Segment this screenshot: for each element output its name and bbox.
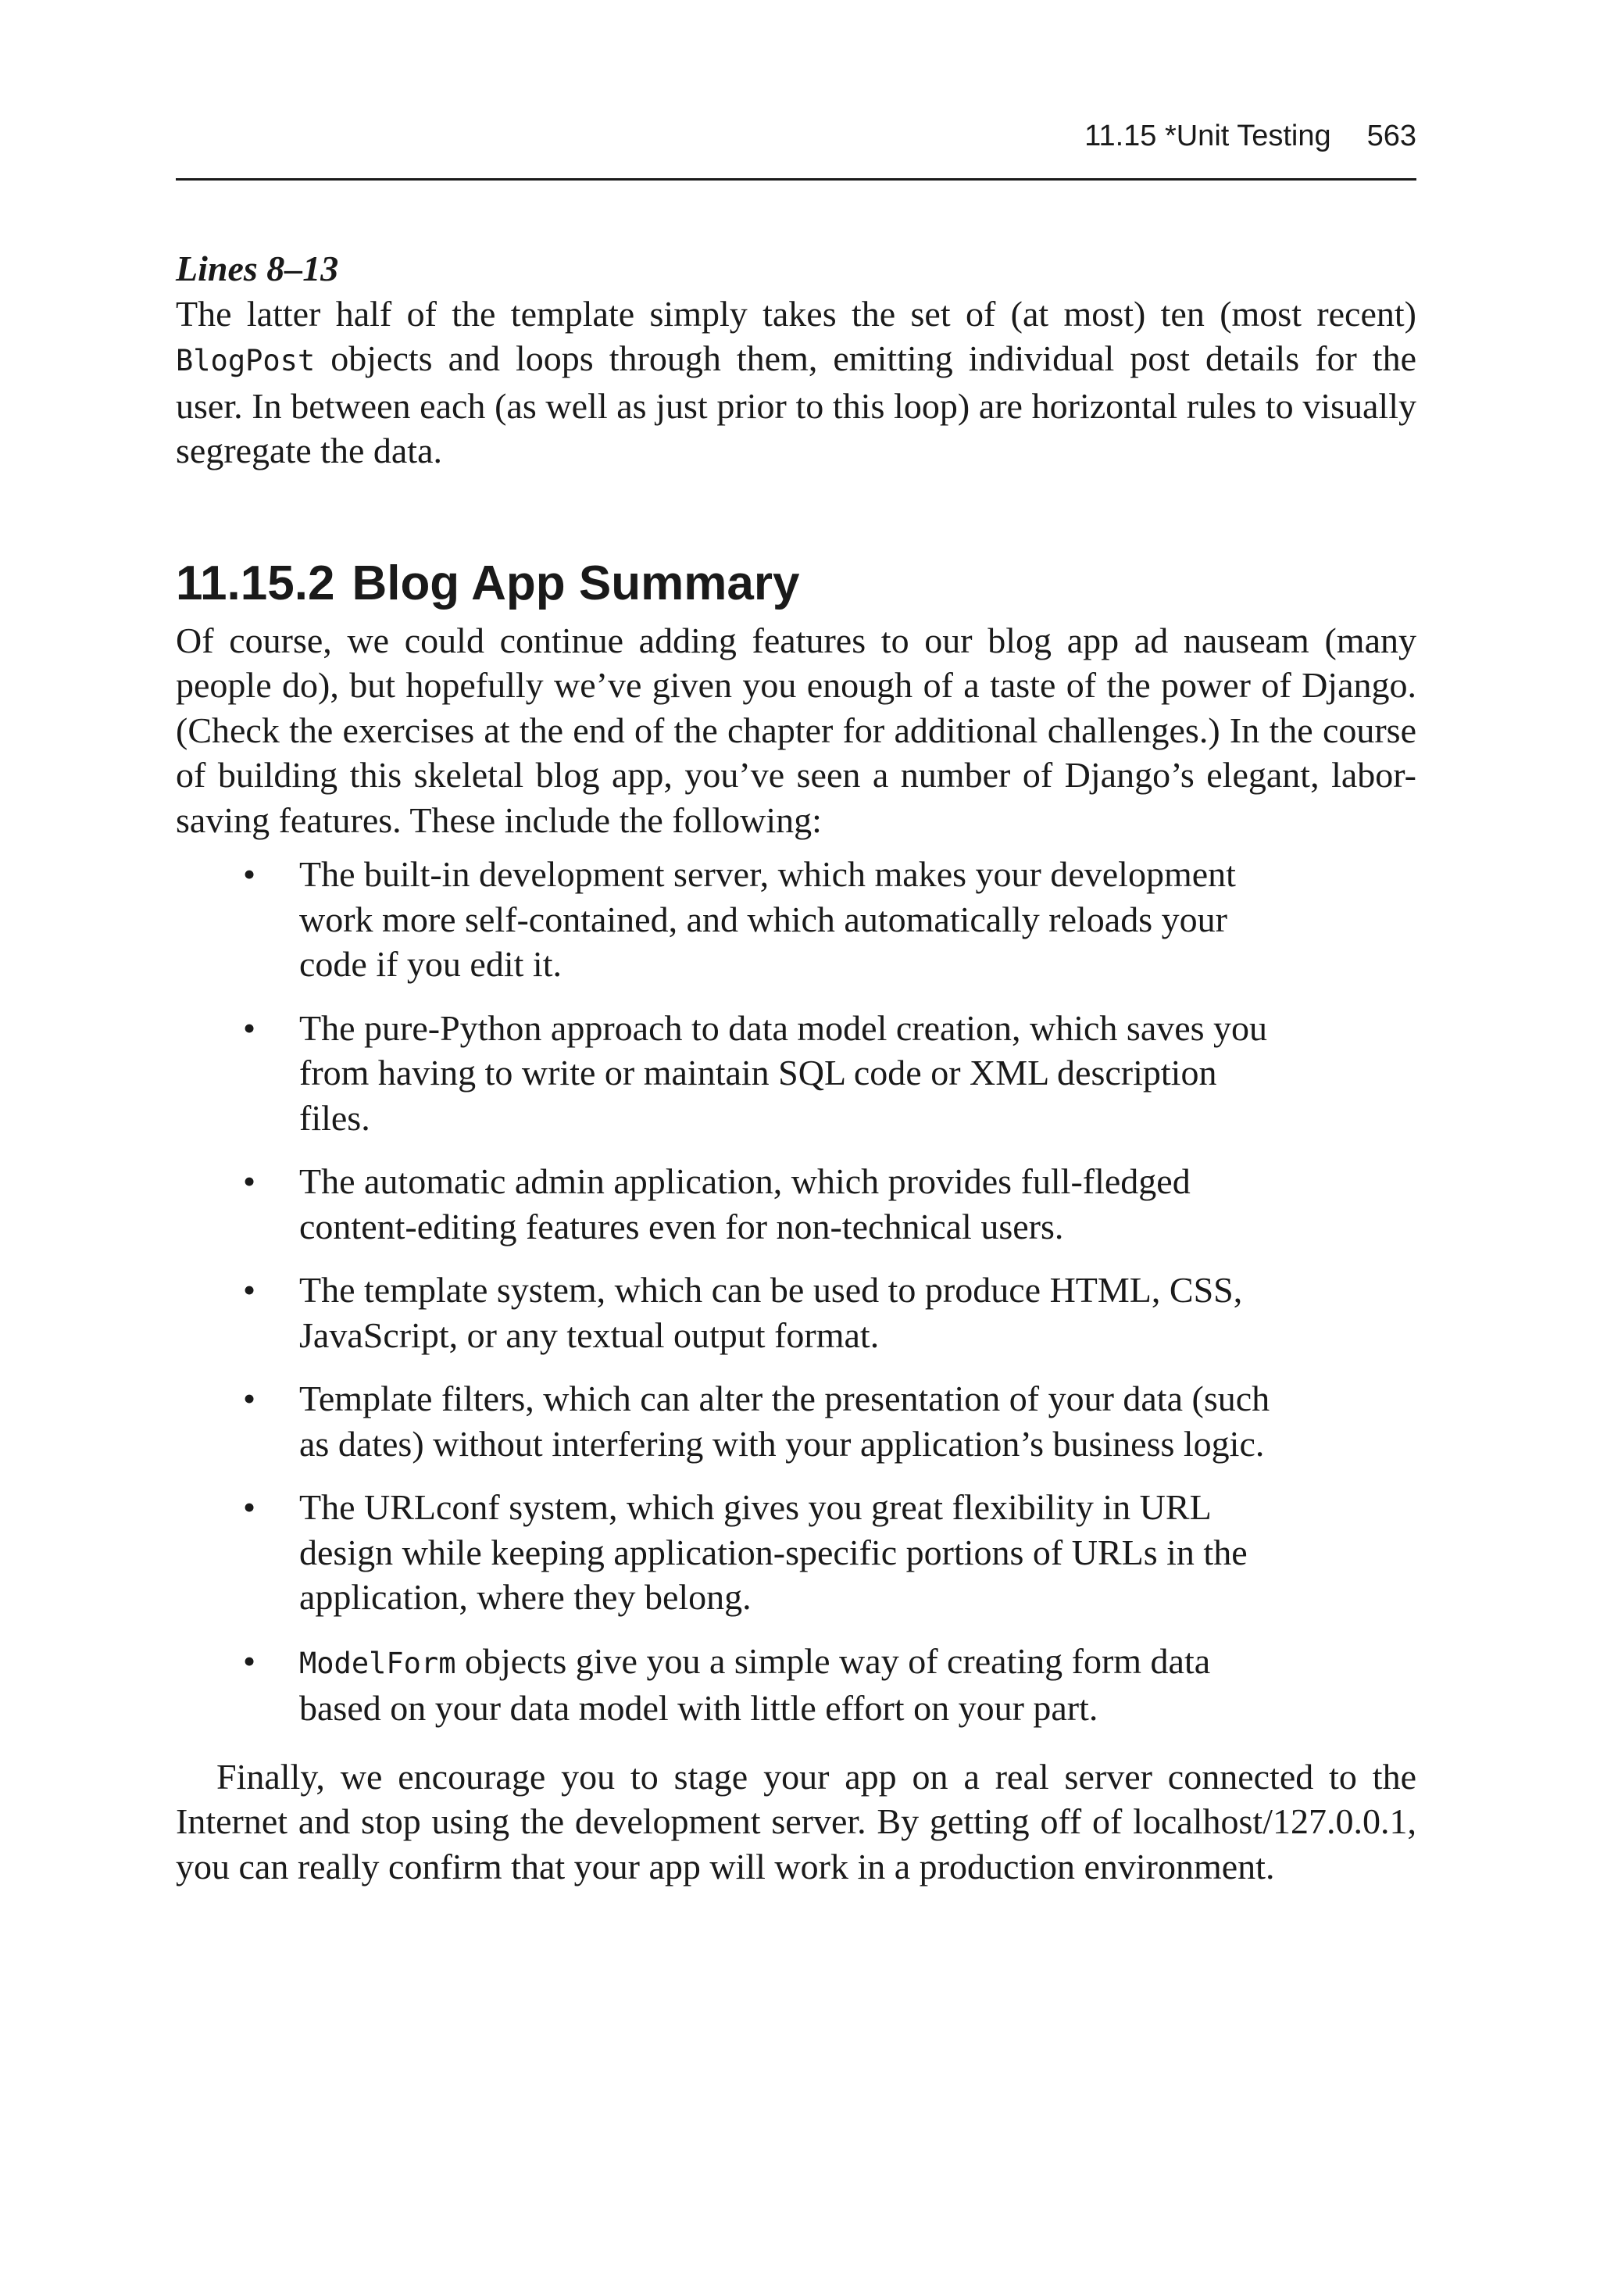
section-intro-paragraph: Of course, we could continue adding features to our blog app ad nauseam (many people do), but hopefully we’ve given you enough of a taste of the power of Django. (Check the exercises at the end of the chapter for additional challenges.) In the course of building this skeletal blog app, you’ve seen a number of Django’s elegant, labor-saving features. These include the following: [176, 620, 1416, 840]
blogpost-code: BlogPost [176, 344, 316, 377]
list-item-text: The built-in development server, which makes your development work more self-contained, and which automatically reloads your code if you edit it. [299, 854, 1236, 984]
list-item [176, 1485, 1371, 1620]
list-item-text: The automatic admin application, which provides full-fledged content-editing features even for non-technical users. [299, 1161, 1191, 1246]
bullet-icon: • [243, 1487, 256, 1527]
list-item [176, 1376, 1371, 1466]
section-heading [176, 556, 1416, 612]
header-rule [176, 178, 1416, 181]
list-item-text: The template system, which can be used to produce HTML, CSS, JavaScript, or any textual output format. [299, 1270, 1243, 1355]
lines-note-text-before: The latter half of the template simply takes the set of (at most) ten (most recent) [176, 293, 1416, 334]
bullet-icon: • [243, 1379, 256, 1418]
list-item-text: The URLconf system, which gives you great flexibility in URL design while keeping application-specific portions of URLs in the application, where they belong. [299, 1487, 1248, 1617]
list-item-text: Template filters, which can alter the presentation of your data (such as dates) without interfering with your application’s business logic. [299, 1379, 1270, 1464]
bullet-icon: • [243, 1161, 256, 1201]
page-number: 563 [1366, 120, 1416, 152]
list-item [176, 1159, 1371, 1249]
list-item [176, 1639, 1371, 1731]
header-section-reference: 11.15 *Unit Testing [1084, 120, 1331, 152]
closing-paragraph: Finally, we encourage you to stage your app on a real server connected to the Internet and stop using the development server. By getting off of localhost/127.0.0.1, you can really confirm that your app will work in a production environment. [176, 1756, 1416, 1887]
lines-note-lead: Lines 8–13 [176, 249, 339, 288]
list-item-text: The pure-Python approach to data model creation, which saves you from having to write or maintain SQL code or XML description files. [299, 1007, 1268, 1138]
lines-note-text-after: objects and loops through them, emitting individual post details for the user. In between each (as well as just prior to this loop) are horizontal rules to visually segregate the data. [176, 338, 1416, 470]
list-item-text: objects give you a simple way of creating form data based on your data model with little effort on your part. [299, 1640, 1211, 1728]
section-title: Blog App Summary [352, 556, 800, 610]
list-item [176, 852, 1371, 987]
bullet-icon: • [243, 1270, 256, 1310]
page-body [176, 246, 1416, 1889]
bullet-icon: • [243, 854, 256, 894]
list-item [176, 1006, 1371, 1141]
lines-note-paragraph [176, 291, 1416, 474]
modelform-code: ModelForm [299, 1646, 456, 1680]
section-number: 11.15.2 [176, 556, 335, 610]
bullet-icon: • [243, 1640, 256, 1681]
feature-list [176, 852, 1416, 1731]
bullet-icon: • [243, 1007, 256, 1048]
list-item [176, 1268, 1371, 1357]
running-header [176, 119, 1416, 155]
